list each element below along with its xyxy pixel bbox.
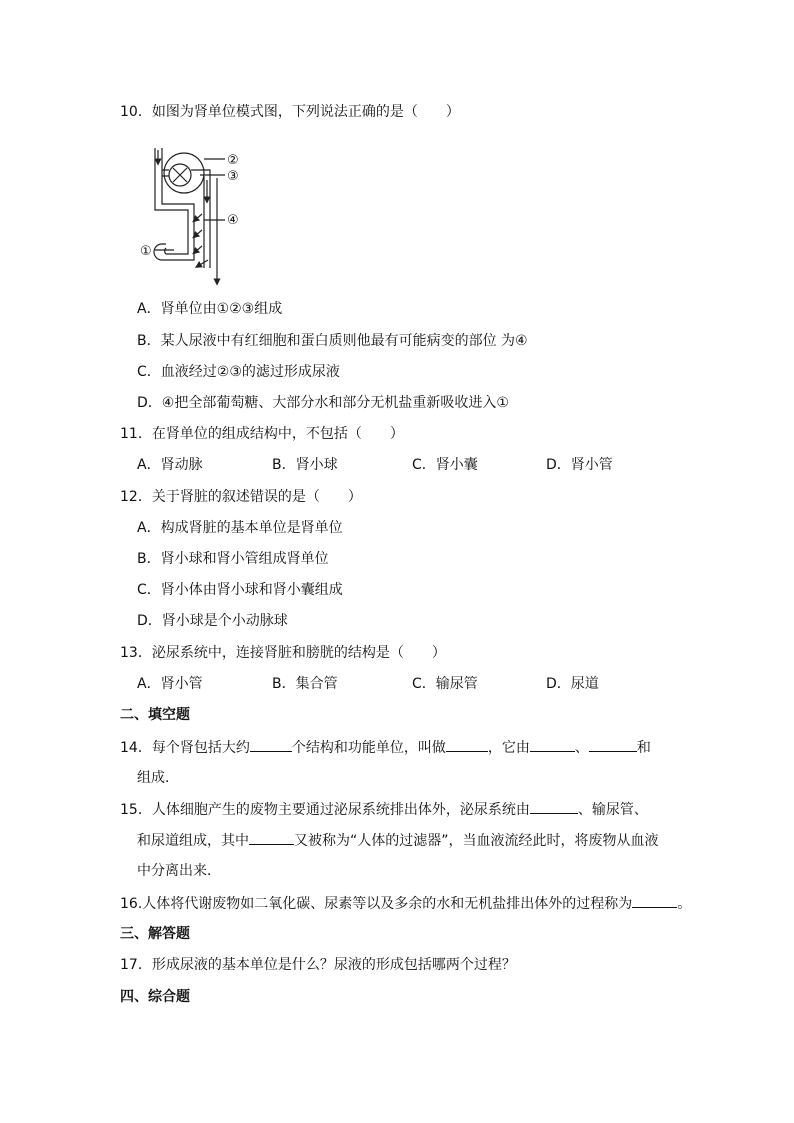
q13-option-a: A．肾小管 <box>137 676 203 692</box>
q14-text-4: 、 <box>574 740 589 756</box>
q10-option-b: B．某人尿液中有红细胞和蛋白质则他最有可能病变的部位 为④ <box>137 333 528 349</box>
q14-line1 <box>120 737 651 758</box>
q15-line2 <box>137 830 659 851</box>
q10-option-a: A．肾单位由①②③组成 <box>137 301 283 317</box>
q11-option-a: A．肾动脉 <box>137 457 203 473</box>
q15-text-4: 又被称为“人体的过滤器”，当血液流经此时，将废物从血液 <box>294 833 659 849</box>
q11-option-c: C．肾小囊 <box>412 457 478 473</box>
q12-option-b: B．肾小球和肾小管组成肾单位 <box>137 551 329 567</box>
q15-text-1: 15．人体细胞产生的废物主要通过泌尿系统排出体外，泌尿系统由 <box>120 802 530 818</box>
q11-option-d: D．肾小管 <box>546 457 613 473</box>
section-heading-answer: 三、解答题 <box>120 926 190 942</box>
q14-line2: 组成． <box>137 770 179 786</box>
q15-text-3: 和尿道组成，其中 <box>137 833 249 849</box>
answer-blank[interactable] <box>589 737 637 752</box>
q15-line1 <box>120 799 648 820</box>
section-heading-comprehensive: 四、综合题 <box>120 989 190 1005</box>
diagram-label-4: ④ <box>227 213 239 228</box>
q11-option-b: B．肾小球 <box>272 457 338 473</box>
q13-option-c: C．输尿管 <box>412 676 478 692</box>
q14-text-2: 个结构和功能单位，叫做 <box>291 740 446 756</box>
q14-text-5: 和 <box>636 740 651 756</box>
q12-option-c: C．肾小体由肾小球和肾小囊组成 <box>137 582 343 598</box>
q13-option-d: D．尿道 <box>546 676 599 692</box>
answer-blank[interactable] <box>632 893 677 908</box>
q16-line <box>120 893 691 914</box>
q14-text-1: 14．每个肾包括大约 <box>120 740 250 756</box>
q10-option-c: C．血液经过②③的滤过形成尿液 <box>137 364 340 380</box>
nephron-diagram <box>138 140 258 290</box>
q13-stem: 13．泌尿系统中，连接肾脏和膀胱的结构是（ ） <box>120 645 446 661</box>
answer-blank[interactable] <box>250 737 292 752</box>
answer-blank[interactable] <box>446 737 488 752</box>
q13-option-b: B．集合管 <box>272 676 338 692</box>
q15-line3: 中分离出来． <box>137 863 221 879</box>
q12-option-d: D．肾小球是个小动脉球 <box>137 613 288 629</box>
q15-text-2: 、输尿管、 <box>577 802 648 818</box>
q17-stem: 17．形成尿液的基本单位是什么？尿液的形成包括哪两个过程？ <box>120 957 516 973</box>
diagram-label-2: ② <box>227 153 239 168</box>
q16-text-1: 16.人体将代谢废物如二氧化碳、尿素等以及多余的水和无机盐排出体外的过程称为 <box>120 896 633 912</box>
q11-stem: 11．在肾单位的组成结构中，不包括（ ） <box>120 426 404 442</box>
answer-blank[interactable] <box>530 799 578 814</box>
q10-stem: 10．如图为肾单位模式图，下列说法正确的是（ ） <box>120 104 460 120</box>
q16-text-2: 。 <box>677 896 692 912</box>
answer-blank[interactable] <box>530 737 575 752</box>
section-heading-fill-in: 二、填空题 <box>120 707 190 723</box>
answer-blank[interactable] <box>249 830 294 845</box>
diagram-label-1: ① <box>140 244 152 259</box>
q12-option-a: A．构成肾脏的基本单位是肾单位 <box>137 520 343 536</box>
q14-text-3: ，它由 <box>487 740 530 756</box>
q10-option-d: D．④把全部葡萄糖、大部分水和部分无机盐重新吸收进入① <box>137 395 509 411</box>
q12-stem: 12．关于肾脏的叙述错误的是（ ） <box>120 489 362 505</box>
diagram-label-3: ③ <box>227 169 239 184</box>
